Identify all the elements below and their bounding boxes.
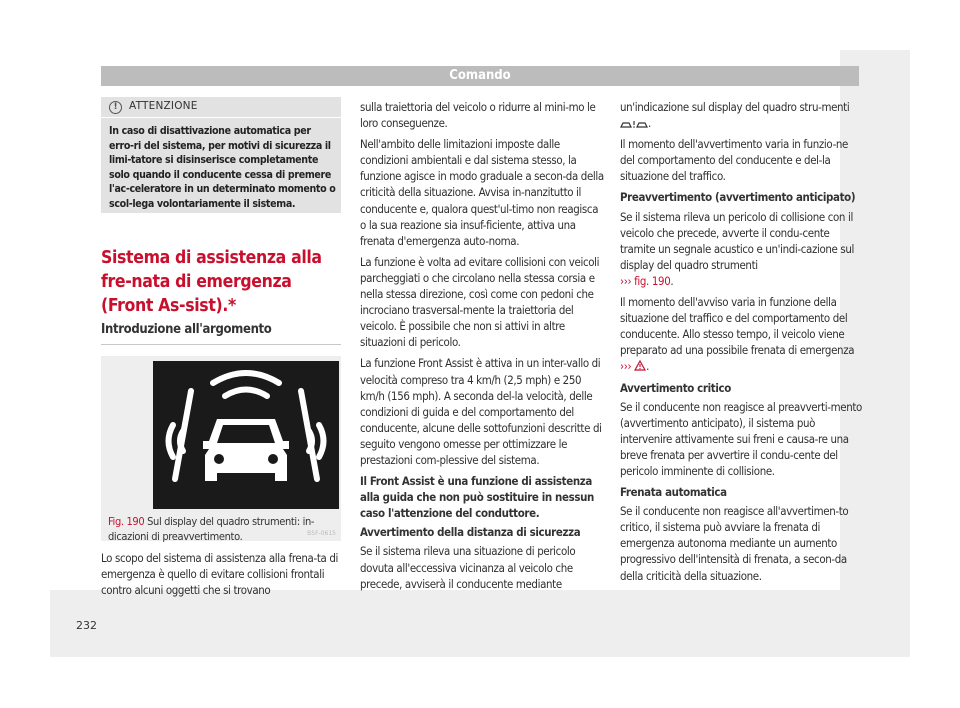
paragraph: La funzione è volta ad evitare collisioni con veicoli parcheggiati o che circolano nella stessa corsia e nella stessa direzione, così come con pedoni che incrociano trasversal-mente la traiettoria del veicolo. È possibile che non si attivi in altre situazioni di pericolo. — [360, 254, 600, 350]
figure-reference-link[interactable]: ››› fig. 190 — [620, 273, 671, 288]
paragraph: Nell'ambito delle limitazioni imposte dalle condizioni ambientali e dal sistema stesso, la funzione agisce in modo graduale a secon-da della criticità della situazione. Avvisa in-nanzitutto il conducente e, qualora quest'ul-timo non reagisca o la sua reazione sia insuf-ficiente, attiva una frenata d'emergenza auto-noma. — [360, 137, 604, 248]
section-title: Sistema di assistenza alla fre-nata di emergenza (Front As-sist).* — [101, 248, 322, 316]
header-title: Comando — [449, 68, 511, 83]
page-number: 232 — [76, 619, 97, 632]
warning-divider — [101, 117, 341, 118]
bold-note: Il Front Assist è una funzione di assistenza alla guida che non può sostituire in nessun caso l'attenzione del conduttore. — [360, 474, 594, 521]
paragraph: Il momento dell'avvertimento varia in funzio-ne del comportamento del conducente e del-la situazione del traffico. — [620, 137, 849, 184]
paragraph-text: Il momento dell'avviso varia in funzione della situazione del traffico e del comportamento del conducente. Allo stesso tempo, il veicolo viene preparato ad una possibile frenata di emergenza — [620, 295, 855, 358]
paragraph: Se il sistema rileva una situazione di pericolo dovuta all'eccessiva vicinanza al veicolo che precede, avviserà il conducente mediante — [360, 544, 576, 591]
warning-text: In caso di disattivazione automatica per erro-ri del sistema, per motivi di sicurezza il limi-tatore si disinserisce completamente solo quando il conducente cessa di premere l'ac-celeratore in un determinato momento o scol-lega volontariamente il sistema. — [109, 125, 336, 210]
warning-triangle-icon[interactable] — [634, 360, 646, 371]
warning-icon: ! — [109, 101, 122, 114]
front-assist-warning-icon — [153, 361, 339, 509]
subheading: Preavvertimento (avvertimento anticipato) — [620, 190, 856, 205]
warning-box — [101, 97, 341, 213]
paragraph-end: . — [670, 273, 674, 288]
section-subtitle: Introduzione all'argomento — [101, 322, 272, 337]
paragraph: Lo scopo del sistema di assistenza alla frena-ta di emergenza è quello di evitare collisioni frontali contro alcuni oggetti che si trovano — [101, 551, 338, 598]
distance-warning-icon — [620, 119, 648, 129]
paragraph: Se il conducente non reagisce all'avvertimen-to critico, il sistema può avviare la frenata di emergenza autonoma mediante un aumento progressivo dell'intensità di frenata, a secon-da della criticità della situazione. — [620, 504, 849, 583]
figure-image — [153, 361, 339, 509]
paragraph: sulla traiettoria del veicolo o ridurre al mini-mo le loro conseguenze. — [360, 100, 596, 131]
section-divider — [101, 344, 341, 345]
warning-title: ATTENZIONE — [129, 100, 198, 112]
paragraph-text: Se il sistema rileva un pericolo di collisione con il veicolo che precede, avverte il condu-cente tramite un segnale acustico e un'indi-cazione sul display del quadro strumenti — [620, 209, 855, 272]
figure-caption-text: Sul display del quadro strumenti: in-dicazioni di preavvertimento. — [108, 515, 315, 543]
column-1 — [101, 550, 341, 603]
column-3 — [620, 99, 863, 589]
paragraph-end: . — [646, 359, 650, 374]
paragraph — [620, 294, 863, 374]
figure-code: B5F-0615 — [307, 530, 336, 537]
warning-header — [101, 97, 341, 117]
column-2 — [360, 99, 605, 597]
figure-box — [101, 356, 341, 541]
subheading: Avvertimento della distanza di sicurezza — [360, 525, 581, 540]
figure-caption — [108, 515, 340, 544]
warning-reference-link[interactable]: ››› — [620, 359, 632, 374]
subheading: Avvertimento critico — [620, 380, 731, 395]
subheading: Frenata automatica — [620, 485, 727, 500]
paragraph-end: . — [648, 116, 651, 131]
paragraph — [620, 209, 863, 289]
paragraph — [620, 99, 863, 131]
paragraph-text: un'indicazione sul display del quadro stru-menti — [620, 100, 850, 114]
figure-label: Fig. 190 — [108, 515, 145, 528]
paragraph: Se il conducente non reagisce al preavverti-mento (avvertimento anticipato), il sistema può intervenire attivamente sui freni e causa-re una breve frenata per avvertire il condu-cente del pericolo imminente di collisione. — [620, 399, 862, 478]
paragraph: La funzione Front Assist è attiva in un inter-vallo di velocità compreso tra 4 km/h (2,5 mph) e 250 km/h (156 mph). A seconda del-la velocità, delle condizioni di guida e del comportamento del conducente, alcune delle sottofunzioni descritte di seguito vengono omesse per ottimizzare le prestazioni com-plessive del sistema. — [360, 356, 602, 467]
